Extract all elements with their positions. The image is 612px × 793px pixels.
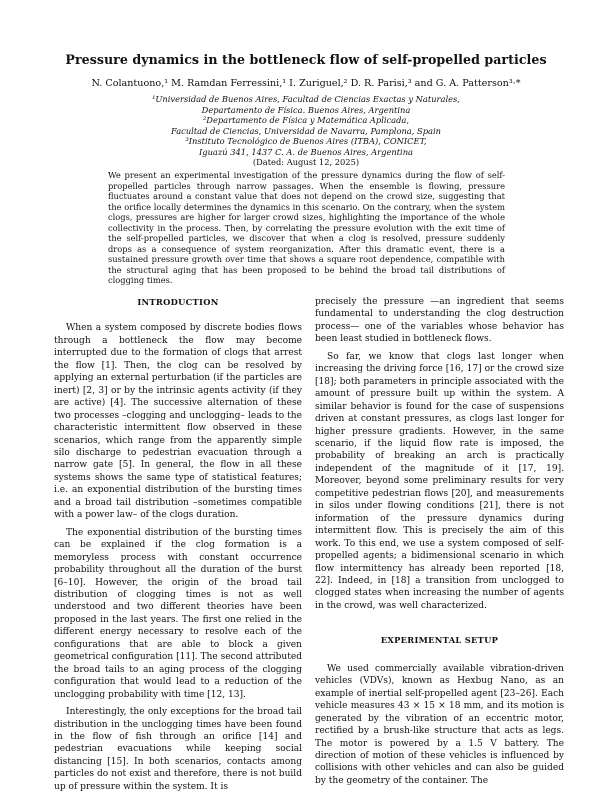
paragraph: We used commercially available vibration-driven vehicles (VDVs), known as Hexbug Nano, as an example of inertial self-propelled agent [23–26]. Each vehicle measures 43 × 15 × 18 mm, and its motion is generated by the vibration of an eccentric motor, rectified by a brush-like structure that acts as legs. The motor is powered by a 1.5 V battery. The direction of motion of these vehicles is influenced by collisions with other vehicles and can also be guided by the geometry of the container. The <box>315 663 564 786</box>
left-column <box>54 296 302 793</box>
affiliation-line: Facultad de Ciencias, Universidad de Navarra, Pamplona, Spain <box>171 125 441 136</box>
paper-title: Pressure dynamics in the bottleneck flow of self-propelled particles <box>65 52 547 67</box>
right-column <box>315 296 564 787</box>
section-heading-experimental-setup: EXPERIMENTAL SETUP <box>380 635 499 646</box>
paragraph: precisely the pressure —an ingredient that seems fundamental to understanding the clog destruction process— one of the variables whose behavior has been least studied in bottleneck flows. <box>315 297 564 345</box>
paragraph: Interestingly, the only exceptions for the broad tail distribution in the unclogging times have been found in the flow of fish through an orifice [14] and pedestrian evacuations while keeping social distancing [15]. In both scenarios, contacts among particles do not exist and therefore, there is not build up of pressure within the system. It is <box>54 707 302 792</box>
affiliation-line: ²Departamento de Física y Matemática Aplicada, <box>202 115 410 125</box>
affiliation-line: Departamento de Física. Buenos Aires, Argentina <box>201 104 411 115</box>
paragraph: When a system composed by discrete bodies flows through a bottleneck the flow may become interrupted due to the formation of clogs that arrest the flow [1]. Then, the clog can be resolved by applying an external perturbation (if the particles are inert) [2, 3] or by the intrinsic agents activity (if they are active) [4]. The successive alternation of these two processes –clogging and unclogging– leads to the characteristic intermittent flow observed in these scenarios, which range from the apparently simple silo discharge to pedestrian evacuation through a narrow gate [5]. In general, the flow in all these systems shows the same type of statistical features; i.e. an exponential distribution of the bursting times and a broad tail distribution –sometimes compatible with a power law– of the clogs duration. <box>54 323 302 521</box>
affiliation-line: ¹Universidad de Buenos Aires, Facultad de Ciencias Exactas y Naturales, <box>152 94 460 104</box>
affiliations <box>0 94 612 168</box>
section-heading-introduction: INTRODUCTION <box>137 297 219 307</box>
paragraph: So far, we know that clogs last longer when increasing the driving force [16, 17] or the crowd size [18]; both parameters in principle associated with the amount of pressure built up within the system. A similar behavior is found for the case of suspensions driven at constant pressures, as clogs last longer for higher pressure gradients. However, in the same scenario, if the liquid flow rate is imposed, the probability of breaking an arch is practically independent of the magnitude of it [17, 19]. Moreover, beyond some preliminary results for very competitive pedestrian flows [20], and measurements in silos under flowing conditions [21], there is not information of the pressure dynamics during intermittent flow. This is precisely the aim of this work. To this end, we use a system composed of self-propelled agents; a bidimensional scenario in which flow intermittency has already been reported [18, 22]. Indeed, in [18] a transition from unclogged to clogged states when increasing the number of agents in the crowd, was well characterized. <box>315 351 564 611</box>
dated-line: (Dated: August 12, 2025) <box>252 157 360 167</box>
affiliation-line: Iguazú 341, 1437 C. A. de Buenos Aires, Argentina <box>199 146 413 157</box>
abstract: We present an experimental investigation of the pressure dynamics during the flow of self-propelled particles through narrow passages. When the ensemble is flowing, pressure fluctuates around a constant value that does not depend on the crowd size, suggesting that the orifice locally determines the dynamics in this scenario. On the contrary, when the system clogs, pressures are higher for larger crowd sizes, highlighting the importance of the whole collectivity in the process. Then, by correlating the pressure evolution with the exit time of the self-propelled particles, we discover that when a clog is resolved, pressure suddenly drops as a consequence of system reorganization. After this dramatic event, there is a sustained pressure growth over time that shows a square root dependence, compatible with the structural aging that has been proposed to be behind the broad tail distributions of clogging times. <box>108 170 505 285</box>
affiliation-line: ³Instituto Tecnológico de Buenos Aires (ITBA), CONICET, <box>185 136 427 146</box>
author-list: N. Colantuono,¹ M. Ramdan Ferressini,¹ I. Zuriguel,² D. R. Parisi,³ and G. A. Patterson³·* <box>91 78 521 89</box>
paragraph: The exponential distribution of the bursting times can be explained if the clog formation is a memoryless process with constant occurrence probability throughout all the duration of the burst [6–10]. However, the origin of the broad tail distribution of clogging times is not as well understood and two different theories have been proposed in the last years. The first one relied in the different energy necessary to resolve each of the configurations that are able to block a given geometrical configuration [11]. The second attributed the broad tails to an aging process of the clogging configuration that would lead to a reduction of the unclogging probability with time [12, 13]. <box>54 527 302 700</box>
